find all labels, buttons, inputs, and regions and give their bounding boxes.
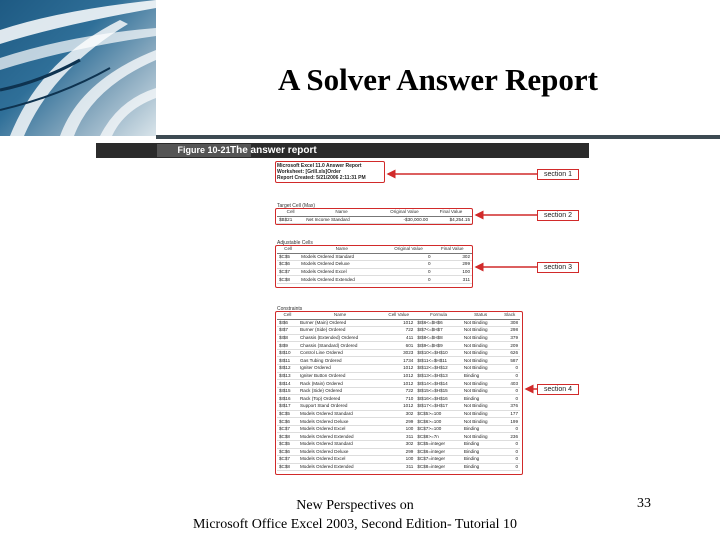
column-header: Final Value — [430, 209, 472, 216]
page-number: 33 — [637, 496, 651, 511]
table-cell: 0 — [499, 365, 520, 373]
table-cell: $I$14<=$H$14 — [415, 380, 462, 388]
table-cell: 1012 — [382, 365, 415, 373]
constraints-title: Constraints — [277, 306, 303, 312]
table-cell: $C$5=integer — [415, 441, 462, 449]
table-cell: Models Ordered Deluxe — [298, 448, 382, 456]
table-cell: $I$11 — [277, 357, 298, 365]
table-cell: 0 — [499, 425, 520, 433]
table-cell: 587 — [499, 357, 520, 365]
table-cell: Models Ordered Excel — [298, 456, 382, 464]
table-cell: $I$11<=$H$11 — [415, 357, 462, 365]
figure-label: Figure 10-21 — [157, 144, 251, 157]
table-cell: 311 — [382, 433, 415, 441]
table-cell: $C$8>=7n — [415, 433, 462, 441]
table-cell: Binding — [462, 372, 500, 380]
table-cell: 299 — [382, 418, 415, 426]
table-cell: 722 — [382, 387, 415, 395]
corner-photo — [0, 0, 156, 136]
table-cell: $I$15<=$H$15 — [415, 387, 462, 395]
table-cell: Burner (Side) Ordered — [298, 327, 382, 335]
section-4-highlight — [275, 311, 523, 475]
table-cell: 379 — [499, 334, 520, 342]
adjustable-cells-title: Adjustable Cells — [277, 240, 313, 246]
table-cell: 209 — [499, 342, 520, 350]
column-header: Cell — [277, 209, 304, 216]
section-1-highlight — [275, 161, 385, 183]
table-cell: -$30,000.00 — [379, 216, 430, 224]
table-cell: 403 — [499, 380, 520, 388]
table-cell: 0 — [499, 395, 520, 403]
table-cell: Not Binding — [462, 403, 500, 411]
table-cell: $I$7<=$H$7 — [415, 327, 462, 335]
table-cell: 308 — [499, 319, 520, 327]
table-cell: 411 — [382, 334, 415, 342]
table-cell: $C$7 — [277, 425, 298, 433]
table-cell: Net Income Standard — [304, 216, 379, 224]
table-cell: Models Ordered Extended — [299, 276, 384, 284]
table-cell: Not Binding — [462, 357, 500, 365]
table-cell: $C$7 — [277, 268, 299, 276]
table-cell: Models Ordered Standard — [299, 253, 384, 261]
table-cell: Not Binding — [462, 327, 500, 335]
table-cell: Support Stand Ordered — [298, 403, 382, 411]
table-cell: $C$6 — [277, 418, 298, 426]
table-cell: 0 — [384, 261, 432, 269]
table-cell: Rack (Side) Ordered — [298, 387, 382, 395]
table-cell: Not Binding — [462, 349, 500, 357]
table-cell: 0 — [499, 372, 520, 380]
table-cell: Chassis (Standard) Ordered — [298, 342, 382, 350]
table-cell: 601 — [382, 342, 415, 350]
table-cell: 0 — [384, 268, 432, 276]
table-cell: 199 — [499, 418, 520, 426]
table-cell: Burner (Main) Ordered — [298, 319, 382, 327]
table-cell: $C$7=integer — [415, 456, 462, 464]
table-cell: 0 — [499, 456, 520, 464]
table-cell: 710 — [382, 395, 415, 403]
table-cell: Not Binding — [462, 380, 500, 388]
table-cell: Gas Tubing Ordered — [298, 357, 382, 365]
table-cell: $C$5 — [277, 441, 298, 449]
title-divider — [156, 135, 720, 139]
table-cell: $I$13<=$H$13 — [415, 372, 462, 380]
column-header: Cell Value — [382, 312, 415, 319]
slide-title: A Solver Answer Report — [277, 62, 599, 97]
callout-section-1: section 1 — [537, 169, 579, 180]
table-cell: 722 — [382, 327, 415, 335]
table-cell: $I$6 — [277, 319, 298, 327]
figure-header-bar — [96, 143, 589, 158]
column-header: Original Value — [384, 246, 432, 253]
footer-line: New Perspectives on — [296, 498, 414, 513]
figure-caption: The answer report — [230, 145, 317, 156]
table-cell: Control Line Ordered — [298, 349, 382, 357]
table-cell: 1012 — [382, 372, 415, 380]
slide-footer — [190, 496, 520, 534]
table-cell: $C$6=integer — [415, 448, 462, 456]
table-cell: 100 — [433, 268, 472, 276]
table-cell: $I$7 — [277, 327, 298, 335]
section-2-highlight — [275, 208, 473, 225]
table-cell: 236 — [499, 433, 520, 441]
table-cell: Binding — [462, 395, 500, 403]
table-cell: $I$13 — [277, 372, 298, 380]
table-cell: Not Binding — [462, 334, 500, 342]
section-3-highlight — [275, 245, 473, 288]
table-cell: Not Binding — [462, 418, 500, 426]
table-cell: 1012 — [382, 403, 415, 411]
table-cell: $I$10 — [277, 349, 298, 357]
column-header: Name — [298, 312, 382, 319]
table-cell: $I$16<=$H$16 — [415, 395, 462, 403]
table-cell: 0 — [499, 441, 520, 449]
table-cell: $C$8 — [277, 463, 298, 471]
column-header: Slack — [499, 312, 520, 319]
table-cell: Binding — [462, 441, 500, 449]
table-cell: 299 — [382, 448, 415, 456]
footer-line: Microsoft Office Excel 2003, Second Edition- Tutorial 10 — [192, 517, 518, 532]
table-cell: 299 — [433, 261, 472, 269]
table-cell: Not Binding — [462, 342, 500, 350]
table-cell: Models Ordered Extended — [298, 463, 382, 471]
table-cell: 177 — [499, 410, 520, 418]
callout-section-3: section 3 — [537, 262, 579, 273]
table-cell: $I$14 — [277, 380, 298, 388]
table-cell: $C$6 — [277, 261, 299, 269]
table-cell: Not Binding — [462, 319, 500, 327]
table-cell: Chassis (Extended) Ordered — [298, 334, 382, 342]
target-cell-title: Target Cell (Max) — [277, 203, 316, 209]
table-cell: $I$16 — [277, 395, 298, 403]
table-cell: Models Ordered Deluxe — [298, 418, 382, 426]
table-cell: 100 — [382, 456, 415, 464]
callout-section-4: section 4 — [537, 384, 579, 395]
table-cell: 302 — [382, 441, 415, 449]
table-cell: $C$7 — [277, 456, 298, 464]
table-cell: $C$5>=100 — [415, 410, 462, 418]
table-cell: Igniter Button Ordered — [298, 372, 382, 380]
table-cell: 0 — [499, 387, 520, 395]
table-cell: Not Binding — [462, 433, 500, 441]
table-cell: $I$12<=$H$12 — [415, 365, 462, 373]
table-cell: $I$12 — [277, 365, 298, 373]
column-header: Formula — [415, 312, 462, 319]
table-cell: 1012 — [382, 380, 415, 388]
table-cell: Models Ordered Extended — [298, 433, 382, 441]
column-header: Name — [304, 209, 379, 216]
table-cell: 302 — [382, 410, 415, 418]
table-cell: $I$17 — [277, 403, 298, 411]
table-cell: $I$8<=$H$8 — [415, 334, 462, 342]
table-cell: 0 — [499, 463, 520, 471]
column-header: Status — [462, 312, 500, 319]
table-cell: $4,254.15 — [430, 216, 472, 224]
answer-report — [275, 160, 525, 495]
table-cell: $C$6>=100 — [415, 418, 462, 426]
callout-section-2: section 2 — [537, 210, 579, 221]
table-cell: $I$9<=$H$9 — [415, 342, 462, 350]
table-cell: Binding — [462, 425, 500, 433]
table-cell: $C$5 — [277, 253, 299, 261]
table-cell: $C$8 — [277, 276, 299, 284]
table-cell: $I$15 — [277, 387, 298, 395]
table-cell: 311 — [382, 463, 415, 471]
table-cell: $I$17<=$H$17 — [415, 403, 462, 411]
table-cell: 1012 — [382, 319, 415, 327]
table-cell: 100 — [382, 425, 415, 433]
table-cell: 0 — [384, 276, 432, 284]
table-cell: Igniter Ordered — [298, 365, 382, 373]
table-cell: Rack (Main) Ordered — [298, 380, 382, 388]
table-cell: 376 — [499, 403, 520, 411]
table-cell: Binding — [462, 463, 500, 471]
table-cell: 1734 — [382, 357, 415, 365]
table-cell: Not Binding — [462, 365, 500, 373]
table-cell: $I$10<=$H$10 — [415, 349, 462, 357]
table-cell: 298 — [499, 327, 520, 335]
column-header: Original Value — [379, 209, 430, 216]
table-cell: Models Ordered Excel — [298, 425, 382, 433]
report-header-line: Worksheet: [Grill.xls]Order — [277, 169, 341, 175]
report-header-line: Microsoft Excel 11.0 Answer Report — [277, 163, 362, 169]
table-cell: $C$8=integer — [415, 463, 462, 471]
report-header-line: Report Created: 5/21/2006 2:11:31 PM — [277, 175, 366, 181]
table-cell: Models Ordered Deluxe — [299, 261, 384, 269]
table-cell: 0 — [384, 253, 432, 261]
table-cell: 3023 — [382, 349, 415, 357]
table-cell: $I$8 — [277, 334, 298, 342]
table-cell: 302 — [433, 253, 472, 261]
table-cell: $C$7>=100 — [415, 425, 462, 433]
table-cell: 626 — [499, 349, 520, 357]
column-header: Cell — [277, 246, 299, 253]
table-cell: Models Ordered Standard — [298, 410, 382, 418]
table-cell: Rack (Top) Ordered — [298, 395, 382, 403]
table-cell: $I$9 — [277, 342, 298, 350]
column-header: Cell — [277, 312, 298, 319]
table-cell: Not Binding — [462, 410, 500, 418]
table-cell: Models Ordered Excel — [299, 268, 384, 276]
table-cell: $C$6 — [277, 448, 298, 456]
table-cell: $C$5 — [277, 410, 298, 418]
table-cell: $I$6<=$H$6 — [415, 319, 462, 327]
table-cell: 311 — [433, 276, 472, 284]
table-cell: 0 — [499, 448, 520, 456]
table-cell: $C$8 — [277, 433, 298, 441]
table-cell: Models Ordered Standard — [298, 441, 382, 449]
table-cell: Binding — [462, 456, 500, 464]
table-cell: $B$21 — [277, 216, 304, 224]
architecture-photo-image — [0, 0, 156, 136]
table-cell: Not Binding — [462, 387, 500, 395]
column-header: Final Value — [433, 246, 472, 253]
table-cell: Binding — [462, 448, 500, 456]
column-header: Name — [299, 246, 384, 253]
